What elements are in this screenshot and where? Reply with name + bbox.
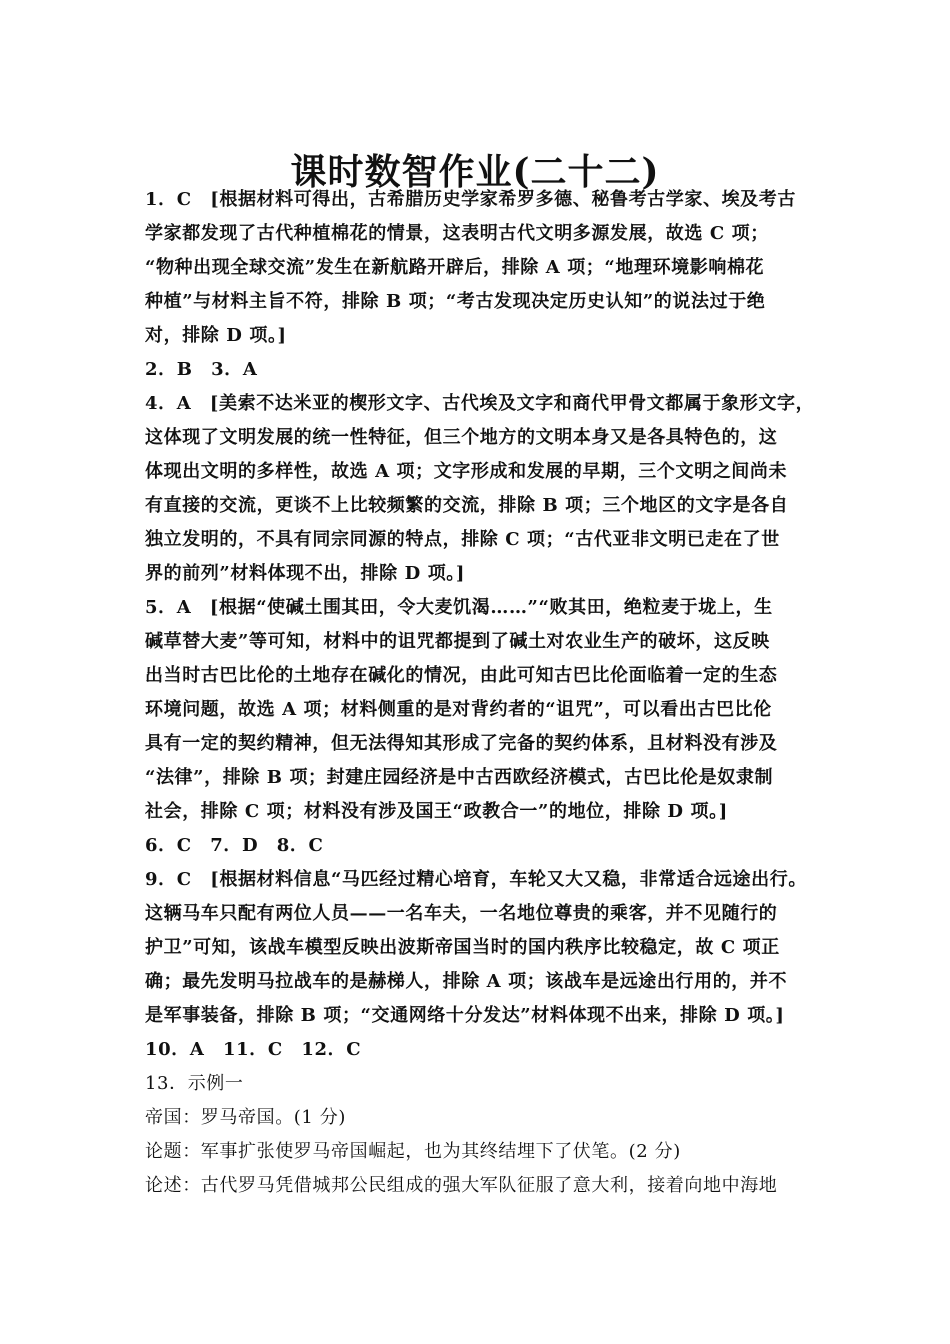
text-line: 6．C 7．D 8．C <box>145 835 324 856</box>
text-line: 有直接的交流，更谈不上比较频繁的交流，排除 B 项；三个地区的文字是各自 <box>145 495 789 516</box>
text-line: 2．B 3．A <box>145 359 258 380</box>
page-title: 课时数智作业(二十二) <box>290 151 660 194</box>
text-line: 1．C [根据材料可得出，古希腊历史学家希罗多德、秘鲁考古学家、埃及考古 <box>145 189 796 210</box>
text-line: 4．A [美索不达米亚的楔形文字、古代埃及文字和商代甲骨文都属于象形文字， <box>145 393 815 414</box>
text-line: 论题：军事扩张使罗马帝国崛起，也为其终结埋下了伏笔。(2 分) <box>145 1141 681 1162</box>
text-line: 体现出文明的多样性，故选 A 项；文字形成和发展的早期，三个文明之间尚未 <box>145 461 788 482</box>
text-line: 10．A 11．C 12．C <box>145 1039 362 1060</box>
text-line: 独立发明的，不具有同宗同源的特点，排除 C 项；“古代亚非文明已走在了世 <box>145 529 780 550</box>
text-line: 帝国：罗马帝国。(1 分) <box>145 1107 347 1128</box>
text-line: “物种出现全球交流”发生在新航路开辟后，排除 A 项；“地理环境影响棉花 <box>145 257 765 278</box>
text-line: 这体现了文明发展的统一性特征，但三个地方的文明本身又是各具特色的，这 <box>145 427 778 448</box>
text-line: 环境问题，故选 A 项；材料侧重的是对背约者的“诅咒”，可以看出古巴比伦 <box>145 699 772 720</box>
text-line: 9．C [根据材料信息“马匹经过精心培育，车轮又大又稳，非常适合远途出行。 <box>145 869 807 890</box>
text-line: 13．示例一 <box>145 1073 244 1094</box>
text-line: 学家都发现了古代种植棉花的情景，这表明古代文明多源发展，故选 C 项； <box>145 223 769 244</box>
text-line: “法律”，排除 B 项；封建庄园经济是中古西欧经济模式，古巴比伦是奴隶制 <box>145 767 774 788</box>
text-line: 论述：古代罗马凭借城邦公民组成的强大军队征服了意大利，接着向地中海地 <box>145 1175 778 1196</box>
text-line: 是军事装备，排除 B 项；“交通网络十分发达”材料体现不出来，排除 D 项。] <box>145 1005 785 1026</box>
text-line: 5．A [根据“使碱土围其田，令大麦饥渴……”“败其田，绝粒麦于垅上，生 <box>145 597 773 618</box>
text-line: 碱草替大麦”等可知，材料中的诅咒都提到了碱土对农业生产的破坏，这反映 <box>145 631 770 652</box>
text-line: 社会，排除 C 项；材料没有涉及国王“政教合一”的地位，排除 D 项。] <box>145 801 728 822</box>
text-line: 对，排除 D 项。] <box>145 325 287 346</box>
text-line: 这辆马车只配有两位人员——一名车夫，一名地位尊贵的乘客，并不见随行的 <box>145 903 778 924</box>
text-line: 具有一定的契约精神，但无法得知其形成了完备的契约体系，且材料没有涉及 <box>145 733 778 754</box>
text-line: 种植”与材料主旨不符，排除 B 项；“考古发现决定历史认知”的说法过于绝 <box>145 291 766 312</box>
text-line: 确；最先发明马拉战车的是赫梯人，排除 A 项；该战车是远途出行用的，并不 <box>145 971 788 992</box>
text-line: 界的前列”材料体现不出，排除 D 项。] <box>145 563 466 584</box>
answer-content <box>145 183 815 1203</box>
text-line: 出当时古巴比伦的土地存在碱化的情况，由此可知古巴比伦面临着一定的生态 <box>145 665 778 686</box>
text-line: 护卫”可知，该战车模型反映出波斯帝国当时的国内秩序比较稳定，故 C 项正 <box>145 937 780 958</box>
